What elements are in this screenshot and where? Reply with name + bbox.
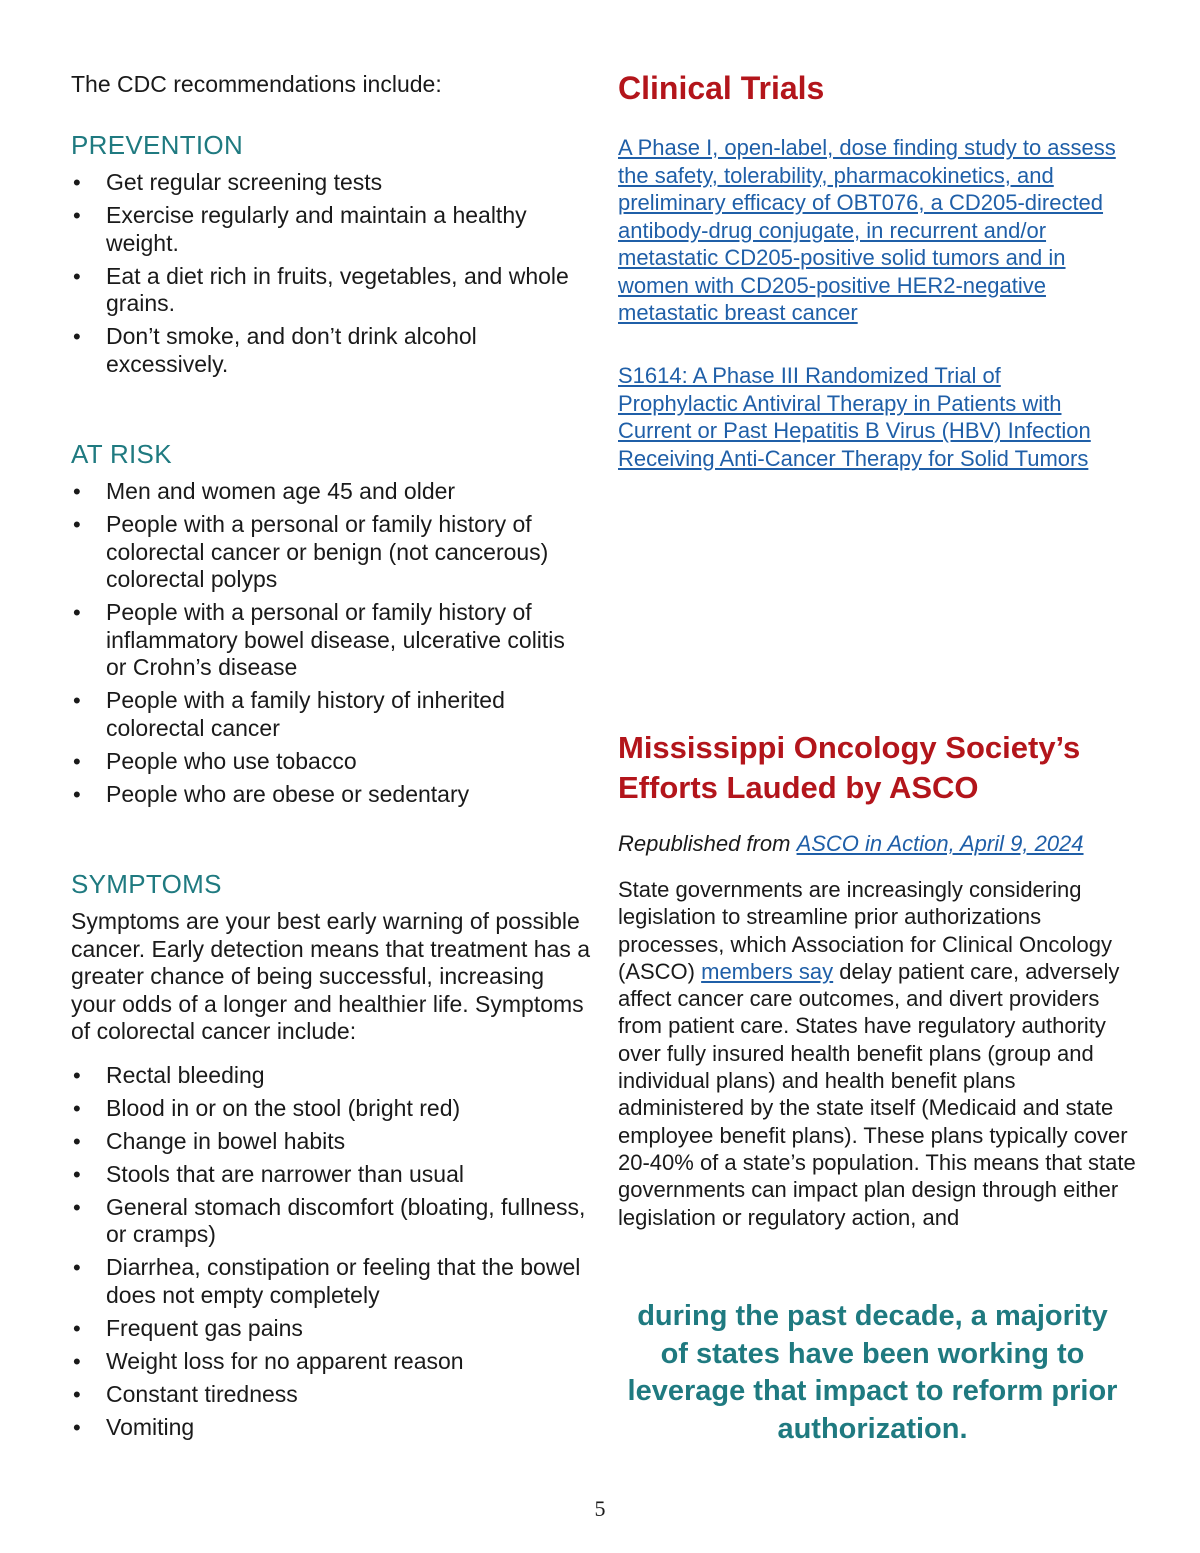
list-item: • Rectal bleeding xyxy=(71,1062,591,1090)
pull-quote: during the past decade, a majority of states have been working to leverage that impact to reform prior authorization. xyxy=(627,1300,1118,1445)
list-item: • Men and women age 45 and older xyxy=(71,478,591,506)
list-item: • Stools that are narrower than usual xyxy=(71,1161,591,1189)
list-item: • Weight loss for no apparent reason xyxy=(71,1348,591,1376)
list-item: • People with a personal or family history of colorectal cancer or benign (not cancerous) colorectal polyps xyxy=(71,511,591,594)
republished-prefix: Republished from xyxy=(618,831,791,856)
list-item: • Constant tiredness xyxy=(71,1381,591,1409)
symptoms-paragraph: Symptoms are your best early warning of possible cancer. Early detection means that treatment has a greater chance of being successful, increasing your odds of a longer and healthier life. Symptoms of colorectal cancer include: xyxy=(71,908,591,1044)
prevention-heading: PREVENTION xyxy=(71,130,244,160)
list-item: • Vomiting xyxy=(71,1414,591,1442)
list-item: • General stomach discomfort (bloating, fullness, or cramps) xyxy=(71,1194,591,1249)
at-risk-heading: AT RISK xyxy=(71,439,172,469)
list-item: • Don’t smoke, and don’t drink alcohol excessively. xyxy=(71,323,591,378)
asco-in-action-link[interactable]: ASCO in Action, April 9, 2024 xyxy=(796,831,1084,856)
at-risk-section xyxy=(71,439,591,814)
prevention-section xyxy=(71,130,591,384)
article-body xyxy=(618,876,1138,1231)
list-item: • Change in bowel habits xyxy=(71,1128,591,1156)
symptoms-section xyxy=(71,869,591,1447)
article-body-part1: State governments are increasingly considering legislation to streamline prior authorizations processes, which Association for Clinical Oncology (ASCO) xyxy=(618,877,1113,984)
list-item: • People who use tobacco xyxy=(71,748,591,776)
cdc-intro: The CDC recommendations include: xyxy=(71,71,442,97)
list-item: • People with a family history of inherited colorectal cancer xyxy=(71,687,591,742)
list-item: • Blood in or on the stool (bright red) xyxy=(71,1095,591,1123)
list-item: • Diarrhea, constipation or feeling that the bowel does not empty completely xyxy=(71,1254,591,1309)
trial-link-obt076[interactable]: A Phase I, open-label, dose finding study to assess the safety, tolerability, pharmacokinetics, and preliminary efficacy of OBT076, a CD205-directed antibody-drug conjugate, in recurrent and/or metastatic CD205-positive solid tumors and in women with CD205-positive HER2-negative metastatic breast cancer xyxy=(618,135,1116,325)
symptoms-heading: SYMPTOMS xyxy=(71,869,222,899)
article-title: Mississippi Oncology Society’s Efforts Lauded by ASCO xyxy=(618,730,1081,805)
page-number: 5 xyxy=(594,1496,606,1521)
clinical-trials-title: Clinical Trials xyxy=(618,70,825,106)
list-item: • People who are obese or sedentary xyxy=(71,781,591,809)
list-item: • Get regular screening tests xyxy=(71,169,591,197)
list-item: • Eat a diet rich in fruits, vegetables, and whole grains. xyxy=(71,263,591,318)
prevention-list xyxy=(71,169,591,378)
at-risk-list xyxy=(71,478,591,808)
list-item: • Frequent gas pains xyxy=(71,1315,591,1343)
list-item: • Exercise regularly and maintain a healthy weight. xyxy=(71,202,591,257)
article-body-part2: delay patient care, adversely affect cancer care outcomes, and divert providers from patient care. States have regulatory authority over fully insured health benefit plans (group and individual plans) and health benefit plans administered by the state itself (Medicaid and state employee benefit plans). These plans typically cover 20-40% of a state’s population. This means that state governments can impact plan design through either legislation or regulatory action, and xyxy=(618,958,1136,1230)
members-say-link[interactable]: members say xyxy=(701,958,834,984)
trial-link-s1614[interactable]: S1614: A Phase III Randomized Trial of Prophylactic Antiviral Therapy in Patients with Current or Past Hepatitis B Virus (HBV) Infection Receiving Anti-Cancer Therapy for Solid Tumors xyxy=(618,363,1091,471)
symptoms-list xyxy=(71,1062,591,1442)
republished-line xyxy=(618,830,1084,858)
list-item: • People with a personal or family history of inflammatory bowel disease, ulcerative colitis or Crohn’s disease xyxy=(71,599,591,682)
